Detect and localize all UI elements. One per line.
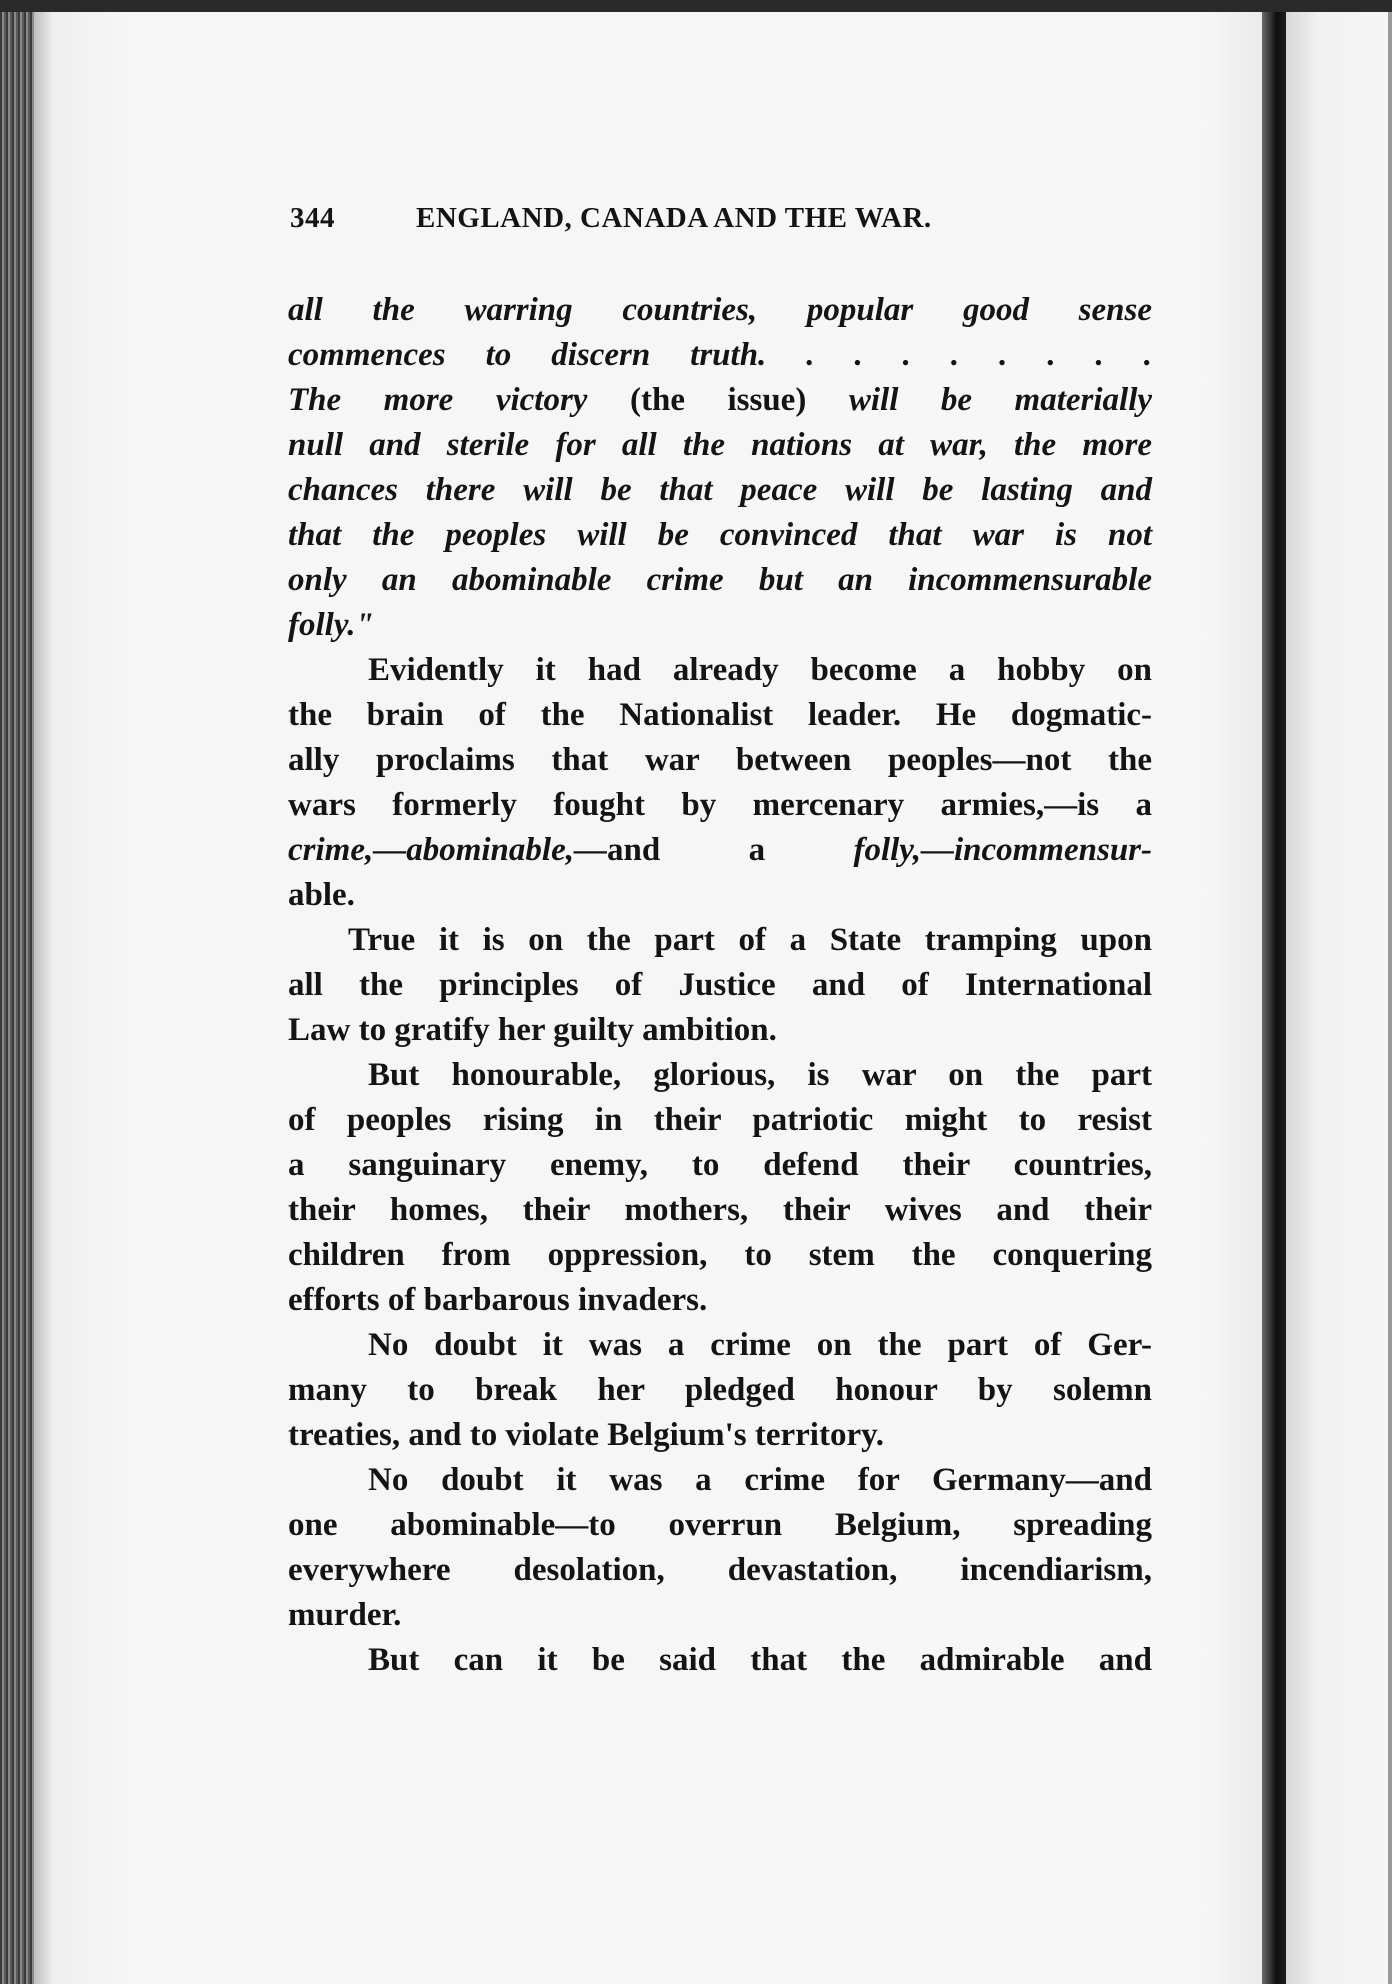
next-page-edge: [1286, 12, 1392, 1984]
paragraph-line: their homes, their mothers, their wives and their: [288, 1192, 1152, 1228]
paragraph-line: everywhere desolation, devastation, incendiarism,: [288, 1552, 1152, 1588]
running-title: ENGLAND, CANADA AND THE WAR.: [416, 202, 932, 234]
quote-line: chances there will be that peace will be lasting and: [288, 472, 1152, 508]
paragraph-line: efforts of barbarous invaders.: [288, 1282, 708, 1318]
book-gutter: [1262, 0, 1286, 1984]
text-fragment: and a: [606, 832, 854, 868]
book-left-edge: [0, 0, 34, 1984]
quote-fragment: (the issue): [629, 382, 807, 418]
paragraph-line: of peoples rising in their patriotic might to resist: [288, 1102, 1152, 1138]
paragraph-line: No doubt it was a crime on the part of Ger-: [368, 1327, 1152, 1363]
paragraph-line: Evidently it had already become a hobby on: [368, 652, 1152, 688]
quote-line: null and sterile for all the nations at war, the more: [288, 427, 1152, 463]
paragraph-line: able.: [288, 877, 355, 913]
quote-line-mixed: [288, 378, 1152, 423]
quote-fragment: The more victory: [288, 382, 588, 418]
italic-fragment: folly,—incommensur-: [853, 832, 1152, 868]
italic-fragment: crime,—abominable,—: [288, 832, 607, 868]
paragraph-line: many to break her pledged honour by solemn: [288, 1372, 1152, 1408]
page-number: 344: [290, 202, 335, 234]
quote-line: only an abominable crime but an incommensurable: [288, 562, 1152, 598]
paragraph-line: treaties, and to violate Belgium's territory.: [288, 1417, 885, 1453]
quote-line: commences to discern truth. . . . . . . . .: [288, 337, 1152, 373]
quote-line: all the warring countries, popular good sense: [288, 292, 1152, 328]
paragraph-line: But honourable, glorious, is war on the part: [368, 1057, 1152, 1093]
paragraph-line: wars formerly fought by mercenary armies,—is a: [288, 787, 1152, 823]
paragraph-line: all the principles of Justice and of International: [288, 967, 1152, 1003]
quote-line: that the peoples will be convinced that war is not: [288, 517, 1152, 553]
paragraph-line: Law to gratify her guilty ambition.: [288, 1012, 777, 1048]
paragraph-line: murder.: [288, 1597, 402, 1633]
quote-fragment: will be materially: [848, 382, 1153, 418]
paragraph-line: But can it be said that the admirable and: [368, 1642, 1152, 1678]
paragraph-line: the brain of the Nationalist leader. He dogmatic-: [288, 697, 1152, 733]
page-body: [288, 288, 1152, 1683]
paragraph-line: No doubt it was a crime for Germany—and: [368, 1462, 1152, 1498]
paragraph-line: True it is on the part of a State tramping upon: [348, 922, 1152, 958]
scan-top-edge: [0, 0, 1392, 12]
paragraph-line: one abominable—to overrun Belgium, spreading: [288, 1507, 1152, 1543]
paragraph-line-mixed: [288, 828, 1152, 873]
page-shadow: [34, 0, 54, 1984]
quote-line: folly.": [288, 607, 374, 643]
paragraph-line: children from oppression, to stem the conquering: [288, 1237, 1152, 1273]
paragraph-line: a sanguinary enemy, to defend their countries,: [288, 1147, 1152, 1183]
paragraph-line: ally proclaims that war between peoples—not the: [288, 742, 1152, 778]
page-header: [290, 202, 1020, 242]
